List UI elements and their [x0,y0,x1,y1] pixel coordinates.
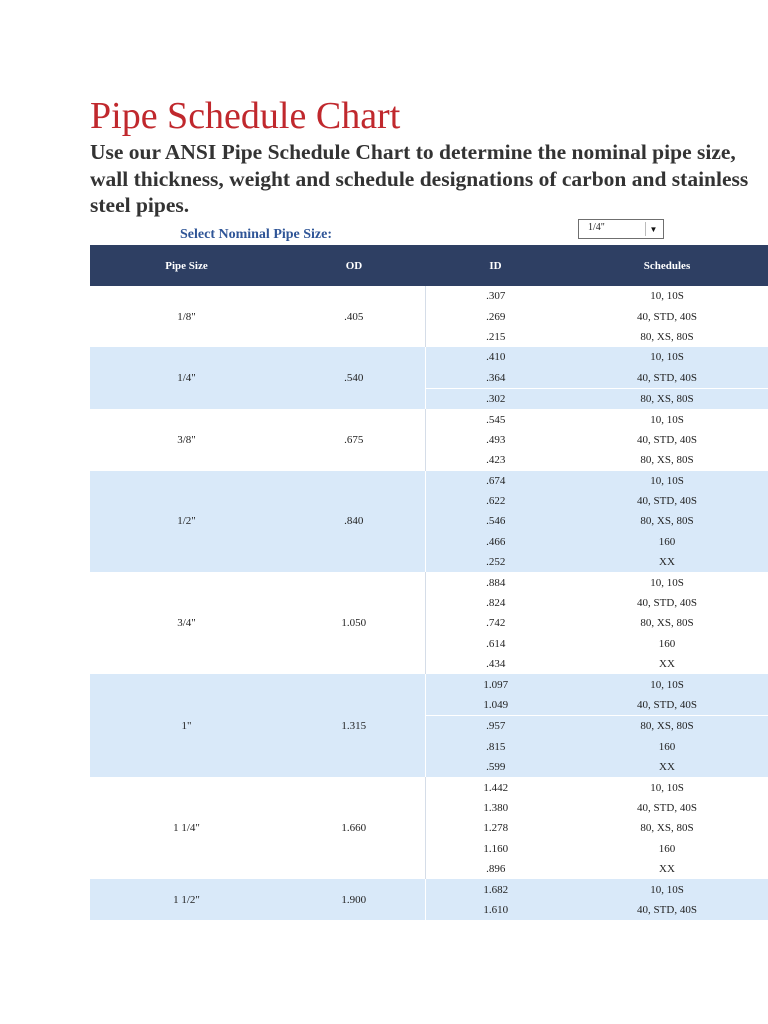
table-row [90,674,768,694]
schedule-cell: 40, STD, 40S [566,900,768,920]
table-row [90,879,768,899]
id-cell: .742 [425,613,566,633]
schedule-cell: 10, 10S [566,471,768,491]
schedule-cell: 40, STD, 40S [637,597,697,610]
id-cell: .434 [425,654,566,674]
schedule-cell: 10, 10S [650,290,684,303]
schedule-cell: 40, STD, 40S [637,310,697,323]
id-cell: .674 [425,471,566,491]
id-cell: .622 [425,491,566,511]
schedule-cell: 80, XS, 80S [640,330,694,343]
schedule-cell: 40, STD, 40S [637,801,697,814]
select-size-label: Select Nominal Pipe Size: [180,227,333,242]
schedule-cell: 10, 10S [650,781,684,794]
od-cell: 1.050 [341,617,367,630]
schedule-cell: 10, 10S [650,413,684,426]
header-od: OD [283,245,425,286]
id-cell: .364 [425,368,566,389]
chevron-down-icon[interactable]: ▼ [645,222,661,236]
id-cell: .815 [425,737,566,757]
table-body [90,286,768,920]
id-cell: .252 [425,552,566,572]
pipe-size-cell: 3/4" [177,617,196,630]
table-row [90,572,768,592]
table-row [90,286,768,306]
id-cell: .824 [425,593,566,613]
pipe-size-cell: 1" [90,674,283,777]
header-schedules: Schedules [566,245,768,286]
pipe-size-dropdown-value: 1/4" [588,222,605,233]
od-cell: .540 [283,347,425,409]
pipe-schedule-table [90,245,768,920]
id-cell: .614 [425,634,566,654]
id-cell: .546 [425,511,566,531]
schedule-cell: XX [659,863,675,876]
id-cell: 1.380 [425,798,566,818]
schedule-cell: 40, STD, 40S [566,695,768,716]
pipe-size-cell: 1 1/2" [90,879,283,920]
intro-paragraph: Use our ANSI Pipe Schedule Chart to determine the nominal pipe size, wall thickness, weight and schedule designations of carbon and stainless steel pipes. [90,140,749,217]
id-cell: .493 [425,430,566,450]
id-cell: .466 [425,532,566,552]
id-cell: .269 [425,306,566,326]
id-cell: 1.097 [425,674,566,694]
pipe-size-cell: 1/4" [90,347,283,409]
pipe-size-cell: 3/8" [177,433,196,446]
id-cell: .410 [425,347,566,367]
schedule-cell: 10, 10S [650,576,684,589]
page-title: Pipe Schedule Chart [90,95,401,137]
header-id: ID [425,245,566,286]
od-cell: 1.900 [283,879,425,920]
table-row [90,777,768,797]
od-cell: 1.315 [283,674,425,777]
id-cell: 1.682 [425,879,566,899]
id-cell: 1.049 [425,695,566,716]
schedule-cell: 80, XS, 80S [566,716,768,737]
id-cell: 1.160 [425,839,566,859]
id-cell: .307 [425,286,566,306]
schedule-cell: 10, 10S [566,347,768,367]
schedule-cell: 80, XS, 80S [566,511,768,531]
id-cell: 1.278 [425,818,566,838]
od-cell: .405 [344,310,364,323]
schedule-cell: 40, STD, 40S [566,491,768,511]
pipe-size-cell: 1 1/4" [173,822,200,835]
schedule-cell: 160 [658,842,676,855]
schedule-cell: 80, XS, 80S [566,388,768,409]
schedule-cell: 80, XS, 80S [640,454,694,467]
id-cell: .302 [425,388,566,409]
table-row [90,347,768,367]
schedule-cell: 80, XS, 80S [640,822,694,835]
schedule-cell: 10, 10S [566,879,768,899]
id-cell: .884 [425,572,566,592]
id-cell: .957 [425,716,566,737]
table-row [90,471,768,491]
schedule-cell: XX [566,757,768,777]
od-cell: .675 [344,433,364,446]
id-cell: .896 [425,859,566,879]
schedule-cell: 160 [658,637,676,650]
id-cell: .599 [425,757,566,777]
od-cell: 1.660 [341,822,367,835]
table-row [90,409,768,429]
schedule-cell: XX [566,552,768,572]
pipe-size-cell: 1/2" [90,471,283,573]
pipe-size-cell: 1/8" [177,310,196,323]
header-pipe-size: Pipe Size [90,245,283,286]
schedule-cell: 10, 10S [566,674,768,694]
id-cell: 1.610 [425,900,566,920]
id-cell: .215 [425,327,566,347]
schedule-cell: 160 [566,737,768,757]
schedule-cell: 40, STD, 40S [566,368,768,389]
id-cell: 1.442 [425,777,566,797]
pipe-size-dropdown[interactable] [578,219,664,239]
schedule-cell: 80, XS, 80S [640,617,694,630]
table-header-row [90,245,768,286]
schedule-cell: 160 [566,532,768,552]
id-cell: .423 [425,450,566,470]
od-cell: .840 [283,471,425,573]
schedule-cell: 40, STD, 40S [637,433,697,446]
id-cell: .545 [425,409,566,429]
schedule-cell: XX [659,658,675,671]
